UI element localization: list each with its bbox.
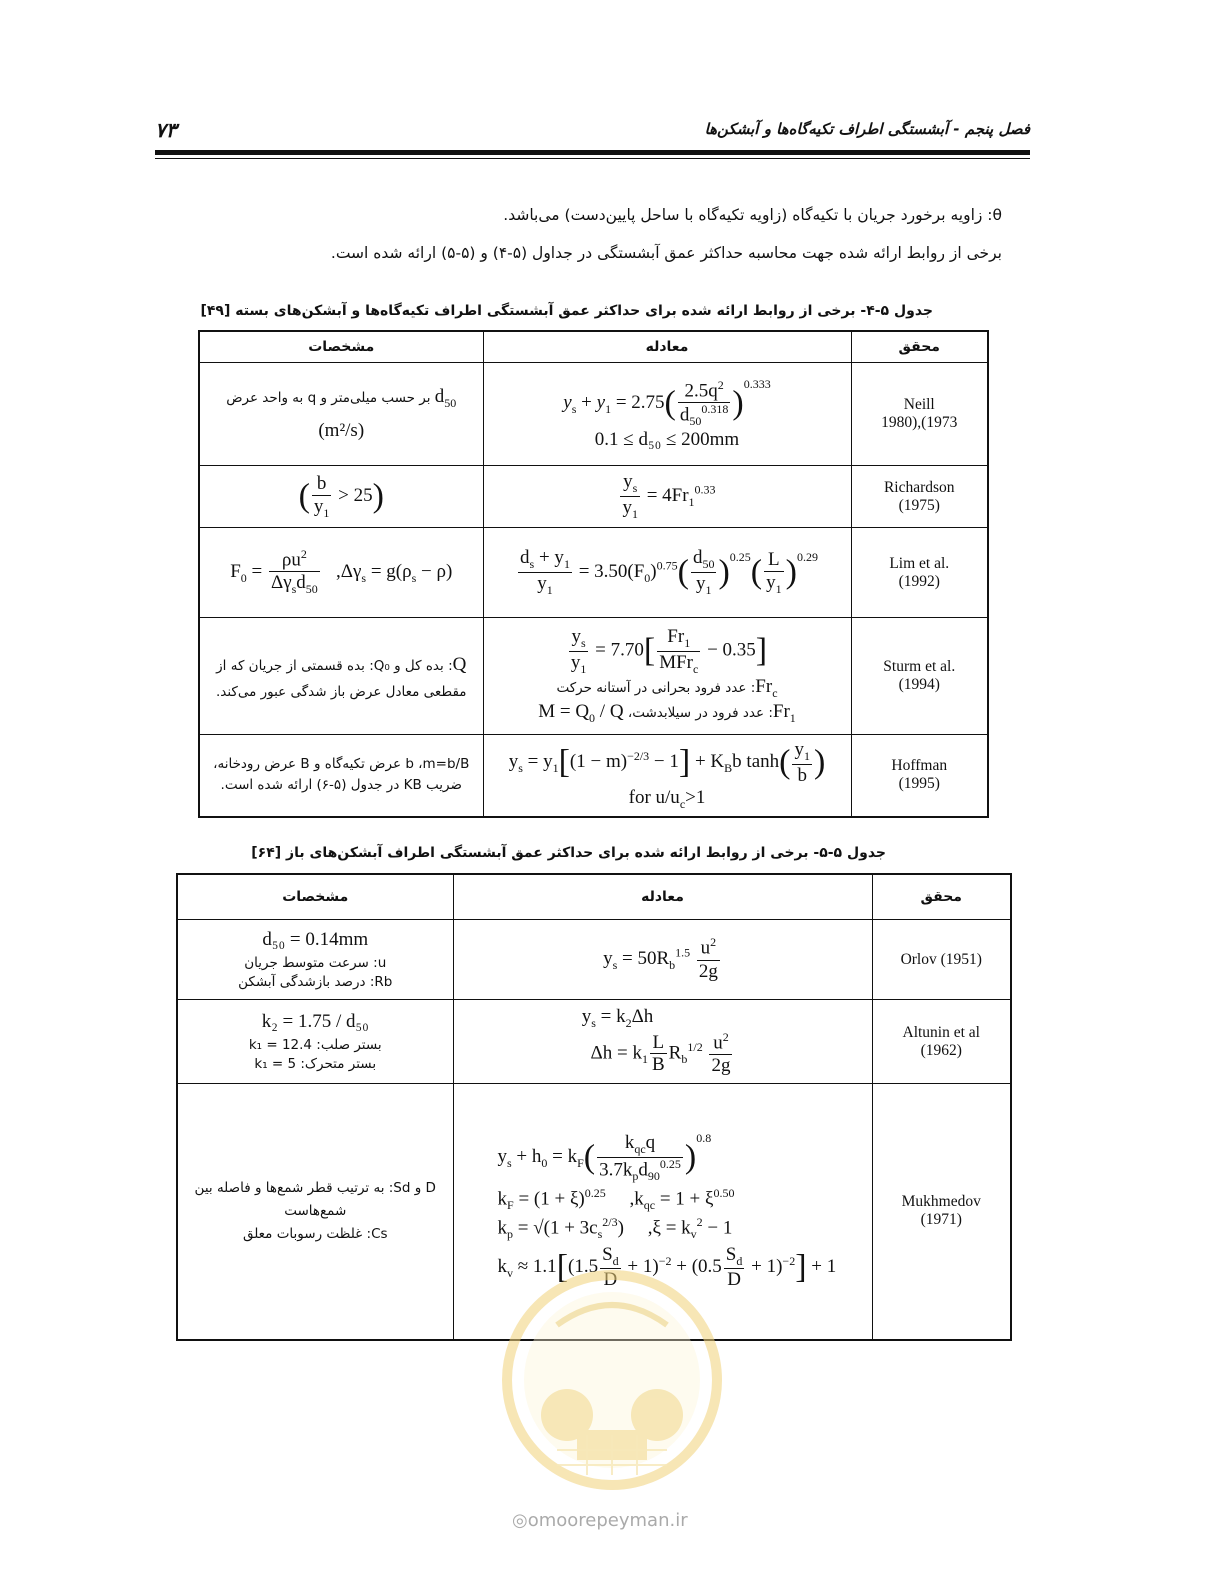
researcher-cell: Altunin et al (1962)	[872, 1000, 1011, 1084]
table1-header-row	[199, 331, 988, 363]
spec-cell: Q: بده کل و Q₀: بده قسمتی از جریان که از مقطعی معادل عرض باز شدگی عبور می‌کند.	[199, 618, 483, 735]
table2-header-equation: معادله	[453, 874, 872, 920]
spec-cell: b ،m=b/B عرض تکیه‌گاه و B عرض رودخانه، ضریب KB در جدول (۵-۶) ارائه شده است.	[199, 735, 483, 817]
researcher-cell: Richardson (1975)	[851, 466, 988, 528]
page-number: ۷۳	[155, 118, 177, 142]
equation-orlov: $y_s = 50R_b^{1.5}$ $\frac{u^2}{2g}$	[603, 935, 718, 982]
equation-cell	[483, 363, 851, 466]
spec-cell: k₂ = 1.75 / d₅₀ بستر صلب: k₁ = 12.4 بستر متحرک: k₁ = 5	[177, 1000, 453, 1084]
intro-paragraph: برخی از روابط ارائه شده جهت محاسبه حداکثر عمق آبشستگی در جداول (۵-۴) و (۵-۵) ارائه شده است.	[330, 244, 1002, 262]
table2-header-researcher: محقق	[872, 874, 1011, 920]
table1-caption: جدول ۵-۴- برخی از روابط ارائه شده برای حداکثر عمق آبشستگی اطراف تکیه‌گاه‌ها و آبشکن‌های بسته [۴۹]	[200, 303, 933, 319]
table1-header-equation: معادله	[483, 331, 851, 363]
table-row	[177, 920, 1011, 1000]
table2-header-specs: مشخصات	[177, 874, 453, 920]
theta-text: : زاویه برخورد جریان با تکیه‌گاه (زاویه تکیه‌گاه با ساحل پایین‌دست) می‌باشد.	[503, 206, 993, 224]
researcher-cell: Mukhmedov (1971)	[872, 1084, 1011, 1340]
table1-header-researcher: محقق	[851, 331, 988, 363]
equation-mukhmedov-1: $y_s + h_0 = k_F$( $\frac{k_{qc}q}{3.7k_pd_{90}^{0.25}}$ )$^{0.8}$	[497, 1131, 712, 1183]
researcher-cell: Lim et al. (1992)	[851, 528, 988, 618]
table-row	[199, 735, 988, 817]
spec-cell: $d_{50}$ بر حسب میلی‌متر و q به واحد عرض (m²/s)	[199, 363, 483, 466]
equation-cell	[453, 920, 872, 1000]
table-row	[199, 466, 988, 528]
equation-neill: $y_s + y_1 = 2.75$( $\frac{2.5q^2}{d_{50}^{0.318}}$ )$^{0.333}$	[563, 377, 771, 429]
table1	[198, 330, 989, 818]
equation-richardson: $\frac{y_s}{y_1}$ = $4Fr_1^{0.33}$	[622, 471, 716, 521]
equation-lim: $\frac{d_s + y_1}{y_1}$ = $3.50(F_0)^{0.75}$( $\frac{d_{50}}{y_1}$ )$^{0.25}$( $\frac{L}{y_1}$ )$^{0.29}$	[520, 547, 818, 597]
equation-neill-range: 0.1 ≤ d₅₀ ≤ 200mm	[594, 428, 740, 450]
equation-cell	[453, 1000, 872, 1084]
researcher-cell: Hoffman (1995)	[851, 735, 988, 817]
equation-cell	[483, 466, 851, 528]
equation-mukhmedov-2: $k_F = (1 + \xi)^{0.25}$ $,k_{qc} = 1 + \xi^{0.50}$	[497, 1185, 735, 1212]
researcher-cell: Sturm et al. (1994)	[851, 618, 988, 735]
header-rule	[155, 150, 1030, 155]
equation-cell: $\frac{y_s}{y_1}$ = 7.70[ $\frac{Fr_1}{MFr_c}$ − 0.35] $Fr_c$: عدد فرود بحرانی در آستانه حرکت $Fr_1$: عدد فرود در سیلابدشت، $M = Q_0 / Q$	[483, 618, 851, 735]
header-rule-thin	[155, 158, 1030, 159]
watermark-logo	[497, 1265, 727, 1495]
researcher-cell: Orlov (1951)	[872, 920, 1011, 1000]
equation-mukhmedov-3: $k_p = √(1 + 3c_s^{2/3})$ $,\xi = k_v^2 - 1$	[497, 1214, 733, 1241]
watermark-site: ◎omoorepeyman.ir	[512, 1510, 688, 1531]
table2-header-row	[177, 874, 1011, 920]
theta-symbol: θ	[992, 206, 1002, 224]
equation-cell: $y_s = y_1[(1 - m)^{-2/3} - 1] + K_Bb$ tanh( $\frac{y_1}{b}$ ) for $u/u_c>1$	[483, 735, 851, 817]
chapter-title: فصل پنجم - آبشستگی اطراف تکیه‌گاه‌ها و آبشکن‌ها	[704, 120, 1030, 138]
researcher-cell: Neill 1980),(1973	[851, 363, 988, 466]
watermark-icon: ◎	[512, 1510, 528, 1531]
spec-cell: ( $\frac{b}{y_1}$ > 25)	[199, 466, 483, 528]
table-row	[199, 528, 988, 618]
spec-cell: D و Sd: به ترتیب قطر شمع‌ها و فاصله بین شمع‌هاست Cs: غلظت رسوبات معلق	[177, 1084, 453, 1340]
theta-definition	[503, 206, 1002, 224]
equation-altunin-1: $y_s = k_2\Delta h$	[581, 1006, 654, 1030]
equation-hoffman: $y_s = y_1[(1 - m)^{-2/3} - 1] + K_Bb$ tanh( $\frac{y_1}{b}$ )	[508, 739, 826, 786]
equation-sturm: $\frac{y_s}{y_1}$ = 7.70[ $\frac{Fr_1}{MFr_c}$ − 0.35]	[570, 626, 768, 676]
table1-header-specs: مشخصات	[199, 331, 483, 363]
table-row	[177, 1000, 1011, 1084]
equation-mukhmedov-4: $k_v \approx 1.1[(1.5$ $\frac{S_d}{D}$ + 1)$^{-2}$ + (0.5 $\frac{S_d}{D}$ + 1)$^{-2}$] + 1	[497, 1243, 837, 1291]
spec-cell: d₅₀ = 0.14mm u: سرعت متوسط جریان Rb: درصد بازشدگی آبشکن	[177, 920, 453, 1000]
equation-altunin-2: $\Delta h = k_1$ $\frac{L}{B}$ $R_b^{1/2}$ $\frac{u^2}{2g}$	[590, 1029, 731, 1077]
spec-cell: $F_0$ = $\frac{\rho u^2}{\Delta\gamma_sd_{50}}$ $,\Delta\gamma_s = g(\rho_s - \rho)$	[199, 528, 483, 618]
table-row	[199, 363, 988, 466]
table2-caption: جدول ۵-۵- برخی از روابط ارائه شده برای حداکثر عمق آبشستگی اطراف آبشکن‌های باز [۶۴]	[251, 845, 886, 861]
table-row	[199, 618, 988, 735]
equation-cell	[483, 528, 851, 618]
